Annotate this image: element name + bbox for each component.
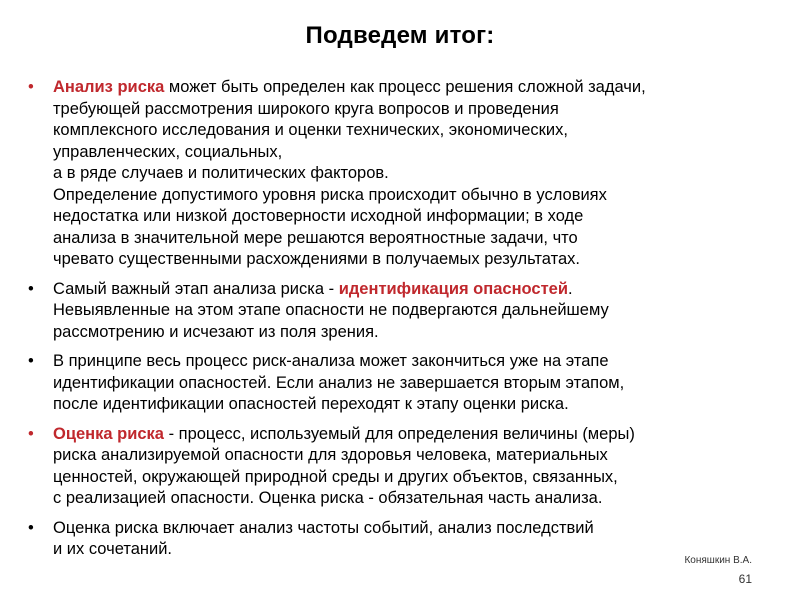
bullet-line: с реализацией опасности. Оценка риска - обязательная часть анализа. [53,489,603,507]
bullet-text: Самый важный этап анализа риска - [53,279,339,298]
bullet-item-risk-analysis [28,77,788,271]
bullet-line: Определение допустимого уровня риска происходит обычно в условиях [53,185,607,204]
bullet-item-risk-assessment [28,424,788,510]
footer-author: Коняшкин В.А. [684,555,752,566]
bullet-line: чревато существенными расхождениями в получаемых результатах. [53,250,580,268]
bullet-line [53,279,788,301]
bullet-list [28,77,788,569]
bullet-line [53,77,788,99]
bullet-line: В принципе весь процесс риск-анализа может закончиться уже на этапе [53,352,609,370]
bullet-line: комплексного исследования и оценки технических, экономических, [53,121,568,139]
bullet-text: может быть определен как процесс решения сложной задачи, [164,78,646,96]
slide-title: Подведем итог: [305,22,495,49]
bullet-line: Невыявленные на этом этапе опасности не подвергаются дальнейшему [53,301,609,319]
bullet-line: риска анализируемой опасности для здоровья человека, материальных [53,446,608,464]
bullet-line: ценностей, окружающей природной среды и других объектов, связанных, [53,467,618,486]
bullet-line: управленческих, социальных, [53,142,283,161]
highlight-term: Оценка риска [53,424,164,443]
bullet-dot: • [28,352,34,370]
bullet-line: требующей рассмотрения широкого круга вопросов и проведения [53,99,559,118]
bullet-dot: • [28,78,34,96]
page-number: 61 [738,572,752,586]
bullet-line: Оценка риска включает анализ частоты событий, анализ последствий [53,518,594,537]
bullet-line: идентификации опасностей. Если анализ не завершается вторым этапом, [53,373,625,392]
bullet-item-hazard-identification [28,279,788,344]
bullet-dot: • [28,424,34,443]
bullet-line: а в ряде случаев и политических факторов. [53,164,389,182]
bullet-dot: • [28,518,34,537]
bullet-line: и их сочетаний. [53,540,173,558]
bullet-line: рассмотрению и исчезают из поля зрения. [53,322,379,341]
bullet-dot: • [28,279,34,298]
bullet-line: после идентификации опасностей переходят к этапу оценки риска. [53,395,569,413]
bullet-text: . [568,279,573,298]
bullet-item-process-end [28,351,788,416]
bullet-line: анализа в значительной мере решаются вероятностные задачи, что [53,228,578,247]
bullet-line [53,424,788,446]
bullet-item-assessment-includes [28,518,788,561]
bullet-text: - процесс, используемый для определения величины (меры) [163,424,635,443]
highlight-term: Анализ риска [53,78,165,96]
highlight-term: идентификация опасностей [338,279,568,298]
bullet-line: недостатка или низкой достоверности исходной информации; в ходе [53,207,584,225]
